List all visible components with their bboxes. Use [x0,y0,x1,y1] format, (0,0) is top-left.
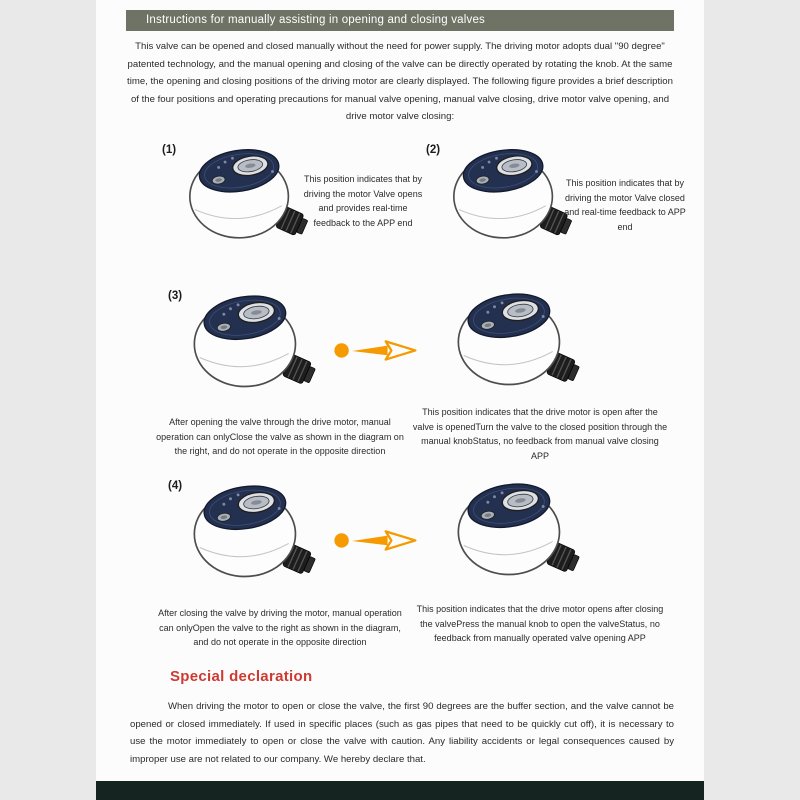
valve-illustration [182,282,324,400]
position-number: (3) [168,290,183,302]
position-caption: This position indicates that by driving the motor Valve closed and real-time feedback to APP end [564,178,686,232]
footer-bar [96,781,704,800]
arrow-right-icon [332,336,424,363]
position-caption: This position indicates that the drive motor is open after the valve is openedTurn the valve to the closed position through the manual knobStatus, no feedback from manual valve closing APP [412,407,668,461]
position-caption: After opening the valve through the drive motor, manual operation can onlyClose the valve as shown in the diagram on the right, and do not operate in the opposite direction [156,417,404,456]
valve-illustration [446,280,588,398]
special-declaration-text: When driving the motor to open or close the valve, the first 90 degrees are the buffer section, and the valve cannot be opened or closed immediately. If used in specific places (such as gas pipes that need to be quickly cut off), it is necessary to use the motor immediately to open or close the valve with caution. Any liability accidents or legal consequences caused by improper use are not related to our company. We hereby declare that. [130,701,674,765]
arrow-right-icon [332,526,424,553]
header-title: Instructions for manually assisting in opening and closing valves [146,14,486,26]
position-number: (1) [162,144,177,156]
position-caption: After closing the valve by driving the motor, manual operation can onlyOpen the valve to the right as shown in the diagram, and do not operate in the opposite direction [158,608,402,647]
position-caption: This position indicates that the drive motor opens after closing the valvePress the manual knob to open the valveStatus, no feedback from manually operated valve opening APP [416,604,664,643]
valve-illustration [442,136,580,251]
special-declaration-title: Special declaration [170,668,313,685]
position-number: (2) [426,144,441,156]
instruction-sheet [96,0,704,800]
header-bar [126,10,674,31]
valve-illustration [182,472,324,590]
intro-paragraph: This valve can be opened and closed manually without the need for power supply. The driving motor adopts dual "90 degree" patented technology, and the manual opening and closing of the valve can be directly operated by rotating the knob. At the same time, the opening and closing positions of the driving motor are clearly displayed. The following figure provides a brief description of the four positions and operating precautions for manual valve opening, manual valve closing, drive motor valve opening, and drive motor valve closing: [127,41,673,122]
valve-illustration [178,136,316,251]
position-number: (4) [168,480,183,492]
valve-illustration [446,470,588,588]
position-caption: This position indicates that by driving the motor Valve opens and provides real-time feedback to the APP end [303,174,423,228]
